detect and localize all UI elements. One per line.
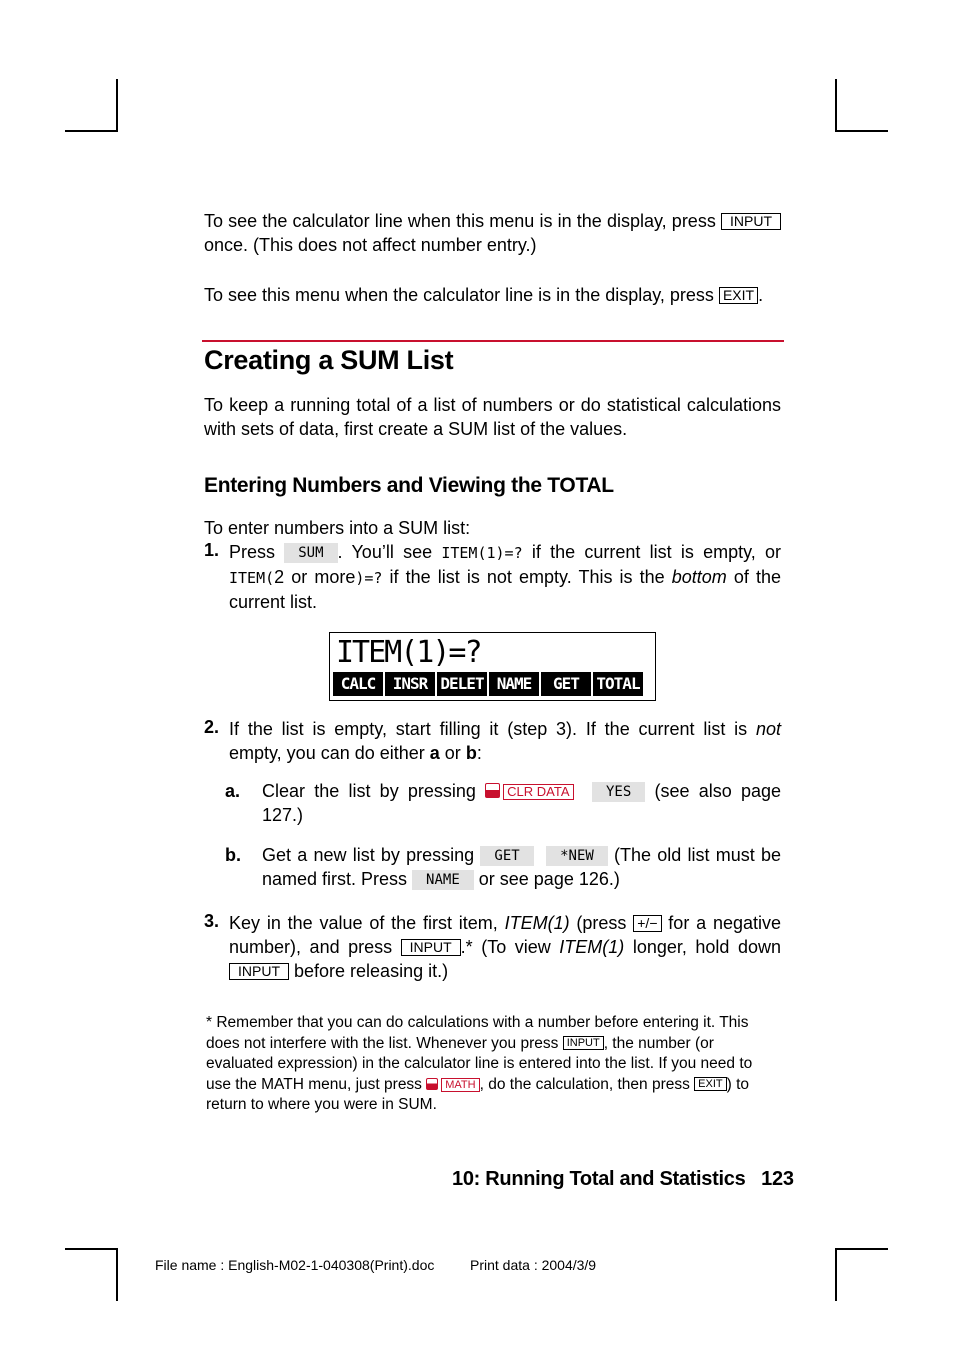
input-key: INPUT [721, 213, 781, 230]
intro-paragraph-2: To see this menu when the calculator line is in the display, press EXIT . [204, 285, 764, 305]
option-b-label: b. [225, 845, 241, 865]
crop-mark-bottom-left-v [116, 1248, 118, 1301]
print-data: Print data : 2004/3/9 [470, 1257, 597, 1273]
crop-mark-top-left-h [65, 130, 118, 132]
name-softkey: NAME [412, 870, 474, 890]
exit-key: EXIT [694, 1077, 726, 1091]
step-2-text: If the list is empty, start filling it (step 3). If the current list is not empty, you can do either a or b: [229, 719, 781, 763]
crop-mark-bottom-right-h [835, 1248, 888, 1250]
math-key: MATH [441, 1078, 479, 1092]
sum-softkey: SUM [284, 543, 337, 563]
step-1-number: 1. [204, 540, 220, 560]
subsection-lead: To enter numbers into a SUM list: [204, 518, 471, 538]
section-body: To keep a running total of a list of numbers or do statistical calculations with sets of data, first create a SUM list of the values. [204, 395, 781, 439]
exit-key: EXIT [719, 287, 758, 304]
input-key: INPUT [563, 1036, 604, 1050]
step-3-text: Key in the value of the first item, ITEM(1) (press +/− for a negative number), and press INPUT .* (To view ITEM(1) longer, hold down INPUT before releasing it.) [229, 913, 782, 981]
yes-softkey: YES [592, 782, 645, 802]
crop-mark-top-left-v [116, 79, 118, 132]
step-1-text: Press SUM . You’ll see ITEM(1)=? if the current list is empty, or ITEM(2 or more)=? if the list is not empty. This is the bottom of the current list. [229, 542, 781, 612]
crop-mark-bottom-left-h [65, 1248, 118, 1250]
crop-mark-top-right-v [835, 79, 837, 132]
get-softkey: GET [480, 846, 533, 866]
section-title: Creating a SUM List [204, 345, 454, 375]
change-sign-key: +/− [633, 915, 661, 932]
step-3-number: 3. [204, 911, 220, 931]
page-number: 123 [761, 1168, 794, 1190]
crop-mark-top-right-h [835, 130, 888, 132]
option-b-text: Get a new list by pressing GET *NEW (The old list must be named first. Press NAME or see page 126.) [262, 845, 781, 889]
file-name: File name : English-M02-1-040308(Print).doc [155, 1257, 435, 1273]
footnote: * Remember that you can do calculations with a number before entering it. This does not interfere with the list. Whenever you press INPUT , the number (or evaluated expression) in the calculator line is entered into the list. If you need to use the MATH menu, just press MATH , do the calculation, then press EXIT ) to return to where you were in SUM. [206, 1014, 753, 1113]
intro-paragraph-1: To see the calculator line when this menu is in the display, press INPUT once. (This does not affect number entry.) [204, 209, 781, 257]
shift-key-icon [485, 783, 500, 798]
section-rule [202, 340, 784, 342]
running-footer [452, 1168, 794, 1191]
crop-mark-bottom-right-v [835, 1248, 837, 1301]
option-a-text: Clear the list by pressing CLR DATA YES (see also page 127.) [262, 781, 781, 825]
input-key: INPUT [401, 939, 461, 956]
display-line: ITEM(1)=? [336, 635, 481, 670]
step-2-number: 2. [204, 717, 220, 737]
calculator-display [329, 632, 656, 701]
menu-insr: INSR [385, 672, 435, 696]
option-a-label: a. [225, 781, 241, 801]
menu-delet: DELET [437, 672, 487, 696]
new-softkey: *NEW [546, 846, 608, 866]
input-key: INPUT [229, 963, 289, 980]
subsection-title: Entering Numbers and Viewing the TOTAL [204, 474, 614, 497]
menu-calc: CALC [333, 672, 383, 696]
menu-name: NAME [489, 672, 539, 696]
menu-total: TOTAL [593, 672, 643, 696]
clr-data-key: CLR DATA [503, 784, 573, 800]
shift-key-icon [426, 1078, 438, 1090]
display-menu [333, 672, 643, 696]
chapter-title: 10: Running Total and Statistics [452, 1168, 746, 1190]
menu-get: GET [541, 672, 591, 696]
